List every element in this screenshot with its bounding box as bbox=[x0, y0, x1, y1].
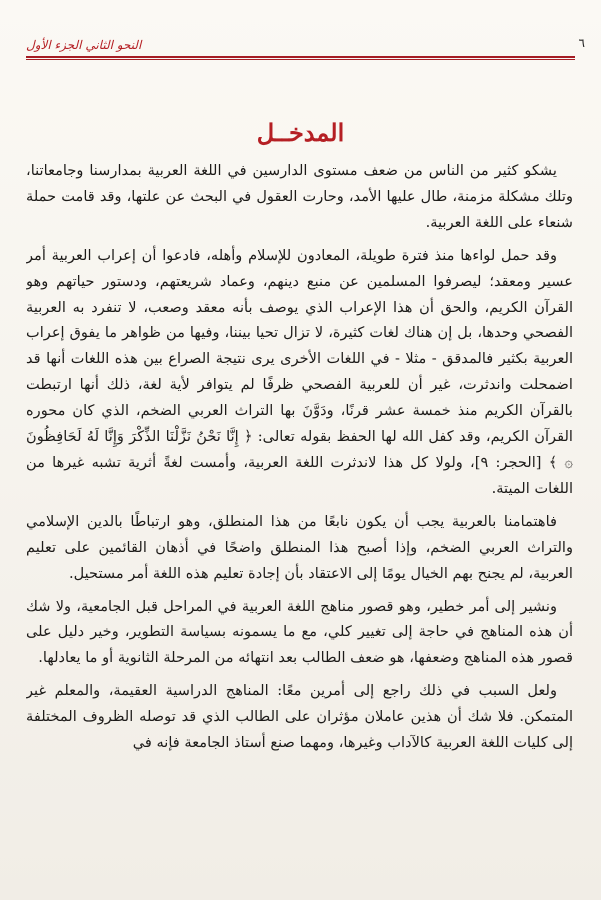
paragraph: يشكو كثير من الناس من ضعف مستوى الدارسين في اللغة العربية بمدارسنا وجامعاتنا، وتلك مشكلة مزمنة، طال عليها الأمد، وحارت العقول في البحث عن علتها، وقد قامت حملة شنعاء على اللغة العربية. bbox=[26, 162, 573, 231]
body-text bbox=[26, 158, 573, 894]
paragraph: فاهتمامنا بالعربية يجب أن يكون نابعًا من هذا المنطلق، وهو ارتباطًا بالدين الإسلامي والتراث العربي الضخم، وإذا أصبح هذا المنطلق واضحًا في أذهان القائمين على تعليم العربية، لم يجنح بهم الخيال يومًا إلى الاعتقاد بأن إجادة تعليم هذه اللغة أمر مستحيل. bbox=[26, 512, 573, 582]
paragraph: وقد حمل لواءها منذ فترة طويلة، المعادون للإسلام وأهله، فادعوا أن إعراب العربية أمر عسير ومعقد؛ ليصرفوا المسلمين عن منبع دينهم، وعماد شريعتهم، ودستور حياتهم وهو القرآن الكريم، والحق أن هذا الإعراب الذي يوصف بأنه معقد وصعب، لا تنفرد به العربية الفصحي وحدها، بل إن هناك لغات كثيرة، لا تزال تحيا بيننا، وفيها من ظواهر ما يفوق إعراب العربية بكثير فالمدقق - مثلا - في اللغات الأخرى يرى نتيجة الصراع بين هذه اللغات أنها قد اضمحلت واندثرت، غير أن للعربية الفصحي ظرفًا لم يتوافر لأية لغة، ذلك أنها ارتبطت بالقرآن الكريم منذ خمسة عشر قرنًا، ودَوَّنَ بها التراث العربي الضخم، الذي كان محوره القرآن الكريم، وقد كفل الله لها الحفظ بقوله تعالى: ﴿ إِنَّا نَحْنُ نَزَّلْنَا الذِّكْرَ وَإِنَّا لَهُ لَحَافِظُونَ ۞ ﴾ [الحجر: ٩]، ولولا كل هذا لاندثرت اللغة العربية، وأمست لغةً أثرية تشبه غيرها من اللغات الميتة. bbox=[26, 246, 573, 497]
running-header bbox=[26, 34, 587, 62]
header-divider bbox=[26, 56, 575, 60]
running-header-title: النحو الثاني الجزء الأول bbox=[26, 38, 142, 52]
paragraph: ولعل السبب في ذلك راجع إلى أمرين معًا: المناهج الدراسية العقيمة، والمعلم غير المتمكن. فلا شك أن هذين عاملان مؤثران على الطالب الذي قد توصله الظروف المختلفة إلى كليات اللغة العربية كالآداب وغيرها، ومهما صنع أستاذ الجامعة فإنه في bbox=[26, 682, 573, 752]
section-heading: المدخــل bbox=[256, 118, 345, 147]
paragraph: ونشير إلى أمر خطير، وهو قصور مناهج اللغة العربية في المراحل قبل الجامعية، ولا شك أن هذه المناهج في حاجة إلى تغيير كلي، مع ما يسمونه بسياسة التطوير، وخير دليل على قصور هذه المناهج وضعفها، هو ضعف الطالب بعد انتهائه من المرحلة الثانوية أو ما يعادلها. bbox=[26, 597, 573, 667]
page-number: ٦ bbox=[578, 36, 585, 50]
